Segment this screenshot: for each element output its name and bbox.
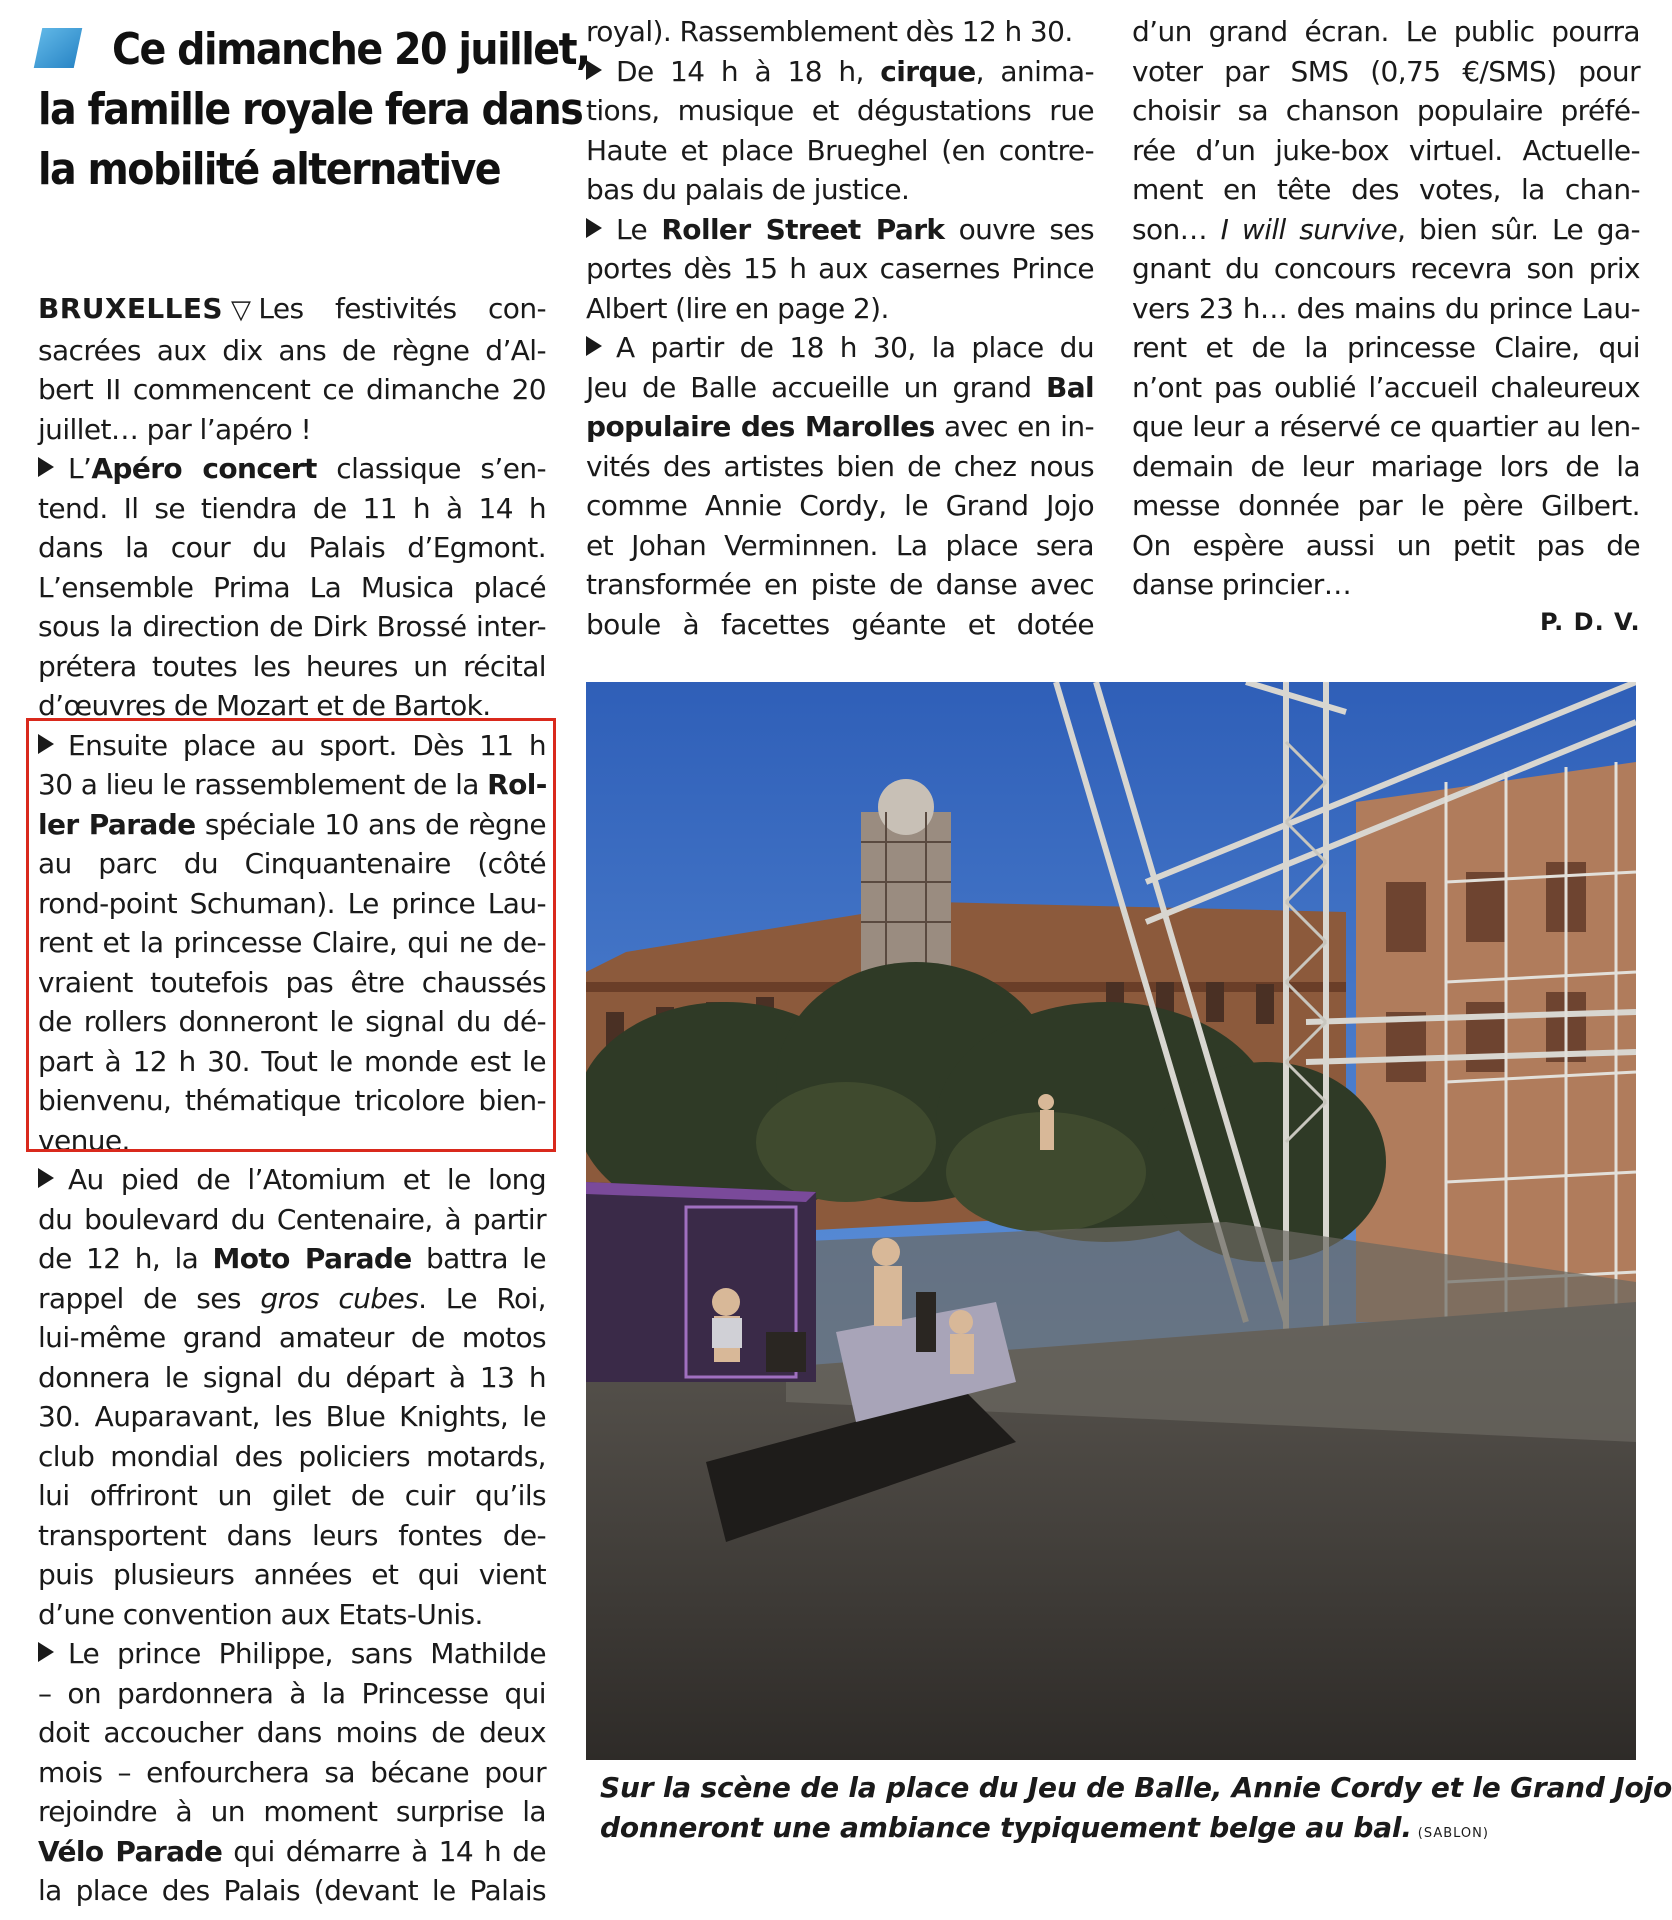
text-line: ler Parade spéciale 10 ans de règne [38,807,547,841]
article-column-2 [586,12,1094,644]
text-line: Le prince Philippe, sans Mathilde [38,1634,546,1674]
headline-line: Ce dimanche 20 juillet, [112,24,590,75]
text-line: sacrées aux dix ans de règne d’Al- [38,333,546,367]
text-line: rent et de la princesse Claire, qui [1132,331,1640,364]
text-line: demain de leur mariage lors de la [1132,449,1640,483]
text-line: tions, musique et dégustations rue [586,94,1094,127]
author-signature: P. D. V. [1540,608,1641,636]
bullet-arrow-icon [586,336,602,356]
bullet-arrow-icon [38,1168,54,1188]
text-line: part à 12 h 30. Tout le monde est le [38,1044,546,1078]
text-line: De 14 h à 18 h, cirque, anima- [586,52,1094,92]
text-line: rejoindre à un moment surprise la [38,1795,546,1828]
text-line: transportent dans leurs fontes de- [38,1518,546,1552]
text-line: Jeu de Balle accueille un grand Bal [586,370,1094,404]
text-line: bert II commencent ce dimanche 20 [38,373,546,406]
text-line: du boulevard du Centenaire, à partir [38,1202,546,1236]
text-line: doit accoucher dans moins de deux [38,1716,546,1749]
text-line: lui offriront un gilet de cuir qu’ils [38,1479,546,1512]
triangle-down-icon: ▽ [230,295,251,325]
text-line: Ensuite place au sport. Dès 11 h [38,726,546,766]
text-line: messe donnée par le père Gilbert. [1132,489,1640,522]
text-line: 30. Auparavant, les Blue Knights, le [38,1400,546,1433]
text-line: Le Roller Street Park ouvre ses [586,210,1094,250]
text-line: A partir de 18 h 30, la place du [586,328,1094,368]
text-line: transformée en piste de danse avec [586,568,1094,601]
text-line: sous la direction de Dirk Brossé inter- [38,610,546,643]
text-line: que leur a réservé ce quartier au len- [1132,410,1640,443]
text-line: au parc du Cinquantenaire (côté [38,847,546,880]
text-line: rée d’un juke-box virtuel. Actuelle- [1132,133,1640,167]
text-line: lui-même grand amateur de motos [38,1321,546,1354]
text-line: mois – enfourchera sa bécane pour [38,1755,546,1789]
caption-line: Sur la scène de la place du Jeu de Balle, Annie Cordy et le Grand Jojo [600,1771,1672,1804]
text-line: puis plusieurs années et qui vient [38,1558,546,1591]
text-line: – on pardonnera à la Princesse qui [38,1676,546,1710]
text-line: Au pied de l’Atomium et le long [38,1160,546,1200]
caption-line: donneront une ambiance typiquement belge au bal. (SABLON) [600,1811,1489,1844]
text-line: voter par SMS (0,75 €/SMS) pour [1132,54,1640,88]
text-line: ment en tête des votes, la chan- [1132,173,1640,206]
text-line: son… I will survive, bien sûr. Le ga- [1132,212,1640,246]
text-line: Haute et place Brueghel (en contre- [586,133,1094,167]
headline-line: la famille royale fera dans [38,84,583,135]
text-line: de rollers donneront le signal du dé- [38,1005,546,1038]
headline-line: la mobilité alternative [38,144,501,195]
text-line: dans la cour du Palais d’Egmont. [38,531,546,564]
text-line: juillet… par l’apéro ! [38,412,312,446]
text-line: gnant du concours recevra son prix [1132,252,1640,285]
text-line: BRUXELLES ▽ Les festivités con- [38,289,546,331]
text-line: club mondial des policiers motards, [38,1439,546,1473]
text-line: d’un grand écran. Le public pourra [1132,15,1640,48]
text-line: Albert (lire en page 2). [586,291,889,325]
text-line: de 12 h, la Moto Parade battra le [38,1242,546,1275]
text-line: tend. Il se tiendra de 11 h à 14 h [38,491,546,525]
dateline: BRUXELLES [38,292,223,325]
bullet-arrow-icon [586,218,602,238]
text-line: rent et la princesse Claire, qui ne de- [38,926,546,959]
text-line: royal). Rassemblement dès 12 h 30. [586,15,1073,48]
text-line: prétera toutes les heures un récital [38,649,546,683]
text-line: la place des Palais (devant le Palais [38,1874,546,1907]
bullet-arrow-icon [586,60,602,80]
text-line: vités des artistes bien de chez nous [586,449,1094,483]
text-line: danse princier… [1132,568,1352,601]
text-line: On espère aussi un petit pas de [1132,528,1640,562]
text-line: populaire des Marolles avec en in- [586,410,1095,443]
text-line: donnera le signal du départ à 13 h [38,1360,546,1394]
highlight-box [26,718,556,1152]
text-line: n’ont pas oublié l’accueil chaleureux [1132,370,1640,404]
text-line: comme Annie Cordy, le Grand Jojo [586,489,1094,522]
bullet-arrow-icon [38,457,54,477]
text-line: choisir sa chanson populaire préfé- [1132,94,1640,127]
text-line: bienvenu, thématique tricolore bien- [38,1084,546,1117]
photo-credit: (SABLON) [1417,1826,1489,1841]
text-line: L’ensemble Prima La Musica placé [38,570,546,604]
text-line: 30 a lieu le rassemblement de la Rol- [38,768,547,801]
text-line: boule à facettes géante et dotée [586,607,1094,641]
text-line: vraient toutefois pas être chaussés [38,965,546,999]
text-line: vers 23 h… des mains du prince Lau- [1132,291,1640,325]
text-line: rond-point Schuman). Le prince Lau- [38,886,546,920]
text-line: Vélo Parade qui démarre à 14 h de [38,1834,546,1868]
article-photo [586,682,1636,1760]
text-line: et Johan Verminnen. La place sera [586,528,1094,562]
headline [38,20,590,200]
text-line: d’une convention aux Etats-Unis. [38,1597,483,1631]
text-line: L’Apéro concert classique s’en- [38,449,546,489]
text-line: venue. [38,1123,130,1157]
photo-caption [600,1768,1672,1854]
text-line: rappel de ses gros cubes. Le Roi, [38,1281,546,1315]
text-line: d’œuvres de Mozart et de Bartok. [38,689,491,722]
bullet-arrow-icon [38,1642,54,1662]
text-line: bas du palais de justice. [586,173,910,206]
article-column-3 [1132,12,1640,605]
text-line: portes dès 15 h aux casernes Prince [586,252,1094,285]
